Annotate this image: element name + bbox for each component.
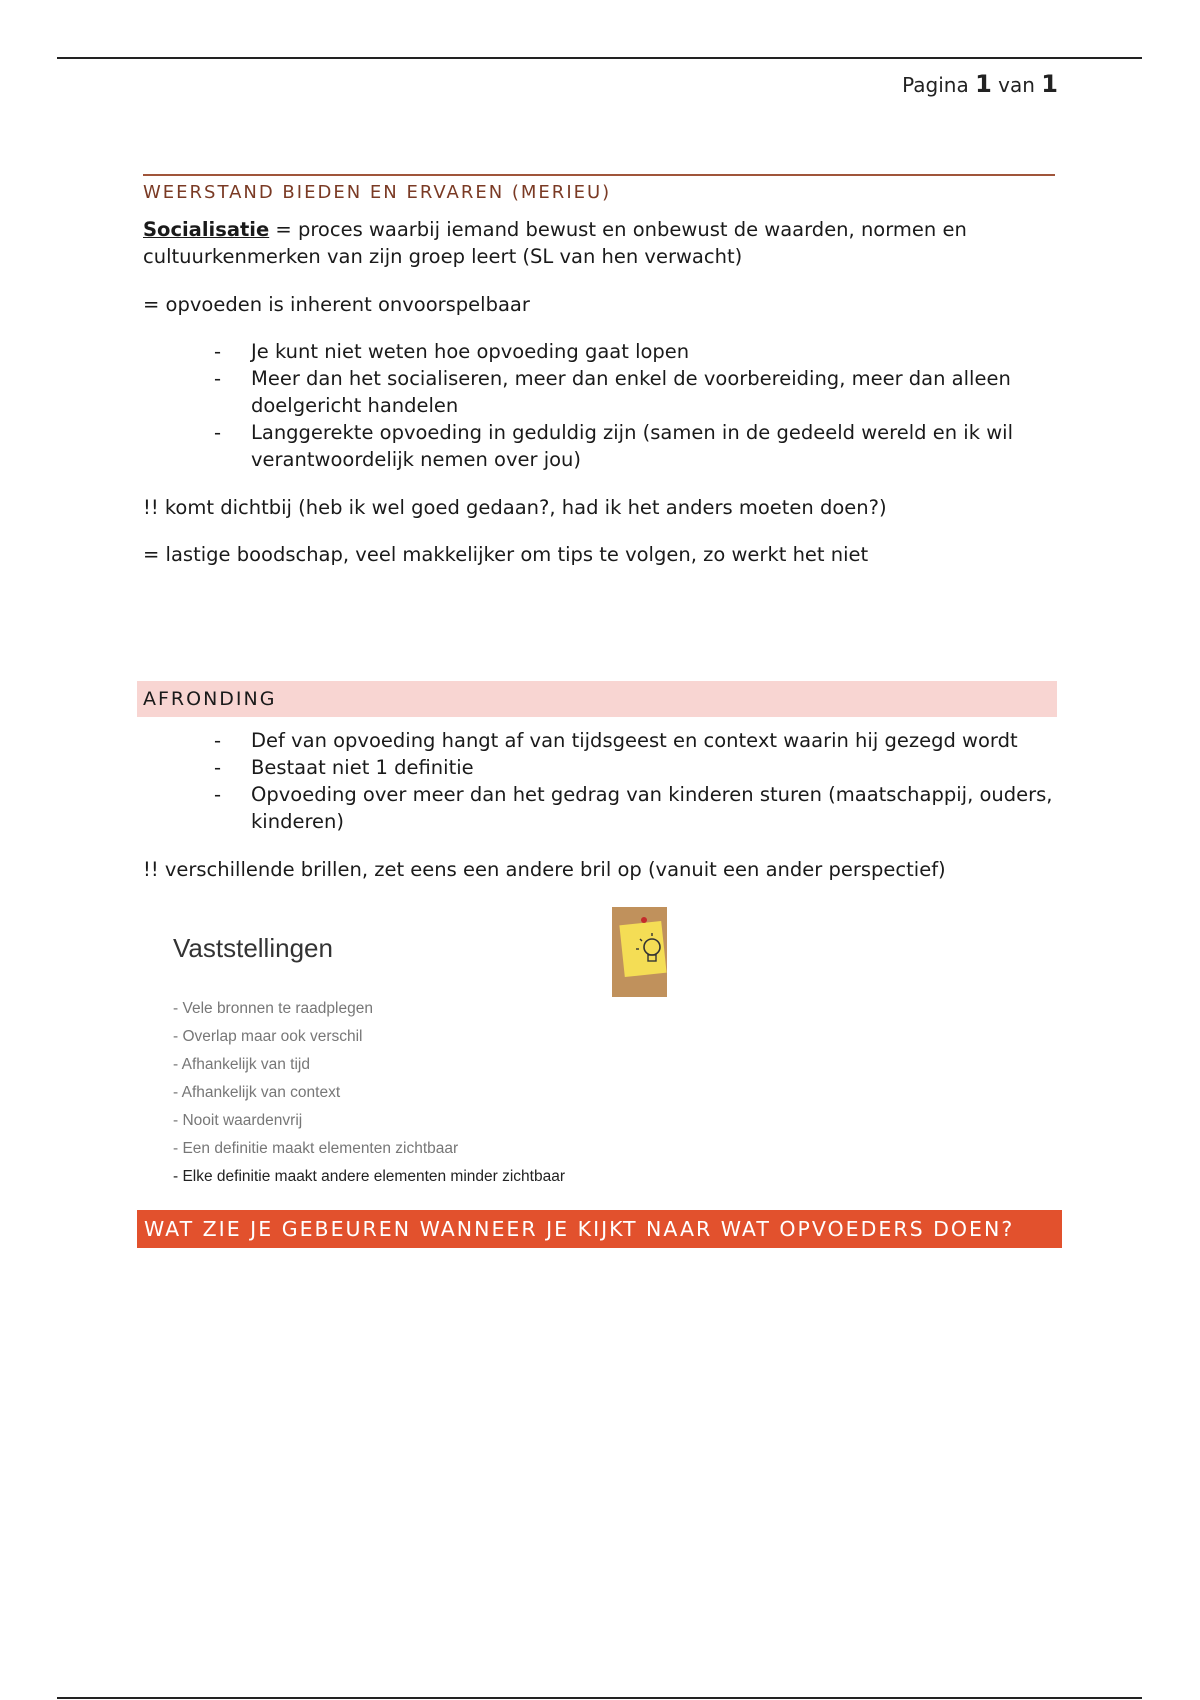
- slide-image: [143, 905, 673, 1185]
- list-item: - Opvoeding over meer dan het gedrag van kinderen sturen (maatschappij, ouders, kinderen): [251, 781, 1053, 835]
- remark-paragraph: !! verschillende brillen, zet eens een andere bril op (vanuit een ander perspectief): [143, 858, 946, 881]
- definition-paragraph: Socialisatie = proces waarbij iemand bewust en onbewust de waarden, normen en cultuurkenmerken van zijn groep leert (SL van hen verwacht): [143, 218, 967, 268]
- lightbulb-note-icon: [612, 907, 667, 997]
- section-afronding-body: [143, 727, 1053, 883]
- remark-paragraph: !! komt dichtbij (heb ik wel goed gedaan?, had ik het anders moeten doen?): [143, 496, 887, 519]
- statement-paragraph: = lastige boodschap, veel makkelijker om tips te volgen, zo werkt het niet: [143, 543, 869, 566]
- section-weerstand-body: [143, 216, 1053, 568]
- weerstand-list: [143, 338, 1053, 473]
- list-item: - Je kunt niet weten hoe opvoeding gaat lopen: [251, 338, 1053, 365]
- slide-list-item: - Vele bronnen te raadplegen: [173, 1000, 373, 1017]
- slide-list-item: - Afhankelijk van context: [173, 1084, 341, 1101]
- sticky-note-icon: [612, 907, 667, 997]
- statement-paragraph: = opvoeden is inherent onvoorspelbaar: [143, 293, 530, 316]
- slide-list-item: - Elke definitie maakt andere elementen minder zichtbaar: [173, 1168, 566, 1185]
- slide-list: [173, 995, 565, 1191]
- slide-list-item: - Een definitie maakt elementen zichtbaar: [173, 1140, 459, 1157]
- slide-title: Vaststellingen: [173, 933, 333, 963]
- slide-list-item: - Nooit waardenvrij: [173, 1112, 303, 1129]
- list-item: - Langgerekte opvoeding in geduldig zijn (samen in de gedeeld wereld en ik wil verantwoordelijk nemen over jou): [251, 419, 1053, 473]
- page-number: Pagina 1 van 1: [902, 70, 1058, 98]
- term-socialisatie: Socialisatie: [143, 218, 270, 241]
- bottom-rule: [57, 1697, 1142, 1699]
- list-item: - Meer dan het socialiseren, meer dan enkel de voorbereiding, meer dan alleen doelgericht handelen: [251, 365, 1053, 419]
- list-item: - Bestaat niet 1 definitie: [251, 754, 1053, 781]
- afronding-list: [143, 727, 1053, 835]
- section-heading-afronding: AFRONDING: [137, 681, 1057, 717]
- slide-list-item: - Overlap maar ook verschil: [173, 1028, 363, 1045]
- slide-list-item: - Afhankelijk van tijd: [173, 1056, 310, 1073]
- list-item: - Def van opvoeding hangt af van tijdsgeest en context waarin hij gezegd wordt: [251, 727, 1053, 754]
- section-heading-wat-zie-je: WAT ZIE JE GEBEUREN WANNEER JE KIJKT NAAR WAT OPVOEDERS DOEN?: [137, 1210, 1062, 1248]
- section-heading-weerstand: WEERSTAND BIEDEN EN ERVAREN (MERIEU): [143, 174, 1055, 203]
- top-rule: [57, 57, 1142, 59]
